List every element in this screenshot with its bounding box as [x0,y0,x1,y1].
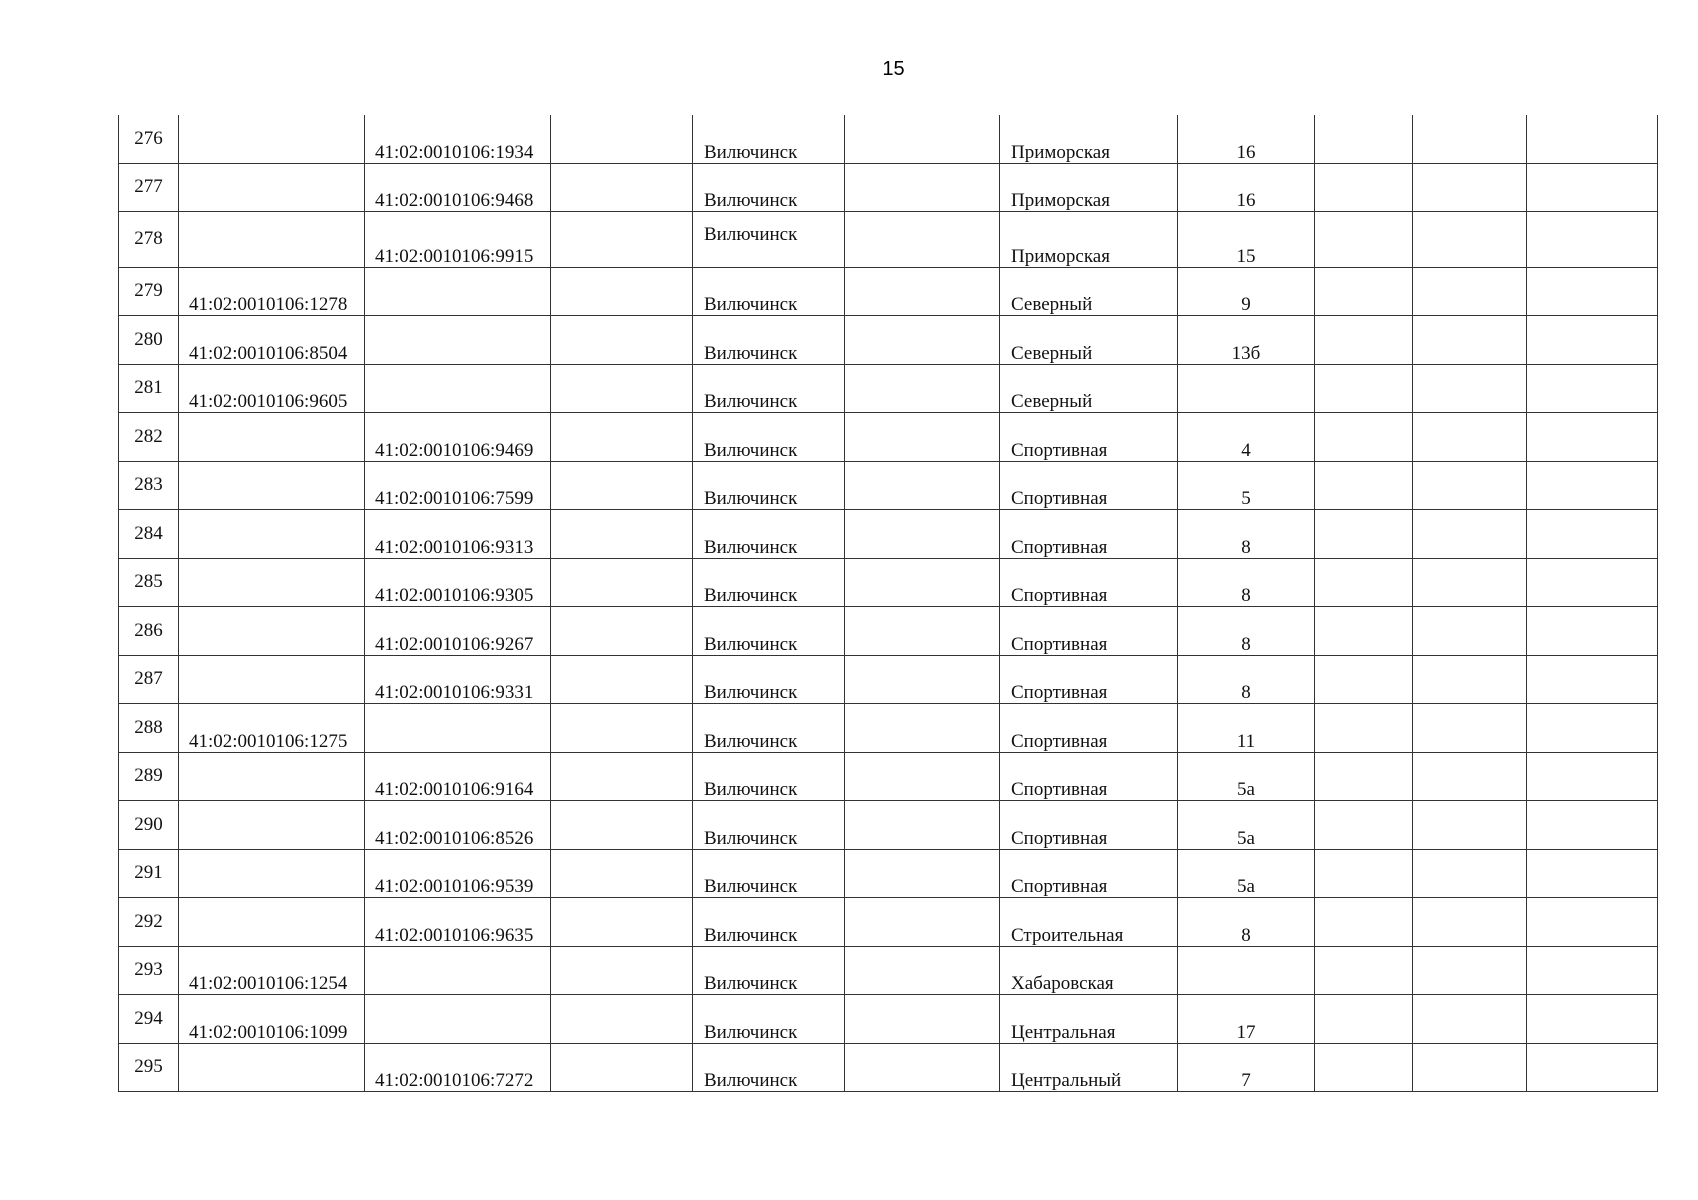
empty-cell [1527,364,1658,413]
empty-cell [1413,510,1527,559]
empty-cell [1527,995,1658,1044]
empty-cell [845,316,1000,365]
empty-cell [845,364,1000,413]
empty-cell [551,510,693,559]
row-number-cell: 294 [119,995,179,1044]
empty-cell [1413,115,1527,163]
empty-cell [1315,316,1413,365]
city-cell: Вилючинск [693,364,845,413]
empty-cell [551,849,693,898]
city-cell: Вилючинск [693,801,845,850]
empty-cell [551,752,693,801]
cadastral-number-building-cell: 41:02:0010106:9915 [365,212,551,268]
house-number-cell: 4 [1178,413,1315,462]
city-cell: Вилючинск [693,607,845,656]
empty-cell [1527,1043,1658,1092]
house-number-cell [1178,946,1315,995]
table-row [119,898,1658,947]
cadastral-number-land-cell [179,752,365,801]
empty-cell [845,801,1000,850]
row-number-cell: 289 [119,752,179,801]
table-row [119,607,1658,656]
cadastral-number-land-cell [179,655,365,704]
empty-cell [1527,461,1658,510]
empty-cell [845,849,1000,898]
empty-cell [551,163,693,212]
cadastral-number-building-cell [365,364,551,413]
row-number-cell: 284 [119,510,179,559]
empty-cell [1413,413,1527,462]
street-cell: Спортивная [1000,413,1178,462]
cadastral-number-building-cell: 41:02:0010106:9539 [365,849,551,898]
house-number-cell: 13б [1178,316,1315,365]
empty-cell [551,1043,693,1092]
cadastral-number-land-cell [179,558,365,607]
empty-cell [1527,607,1658,656]
empty-cell [845,510,1000,559]
address-register-table [118,115,1658,1092]
empty-cell [551,704,693,753]
row-number-cell: 291 [119,849,179,898]
cadastral-number-building-cell [365,995,551,1044]
empty-cell [1527,898,1658,947]
street-cell: Спортивная [1000,461,1178,510]
cadastral-number-building-cell: 41:02:0010106:9469 [365,413,551,462]
empty-cell [1527,946,1658,995]
row-number-cell: 295 [119,1043,179,1092]
cadastral-number-land-cell [179,607,365,656]
table-row [119,364,1658,413]
city-cell: Вилючинск [693,163,845,212]
empty-cell [1527,752,1658,801]
cadastral-number-building-cell: 41:02:0010106:9164 [365,752,551,801]
empty-cell [1315,510,1413,559]
empty-cell [551,364,693,413]
row-number-cell: 282 [119,413,179,462]
empty-cell [845,607,1000,656]
house-number-cell: 11 [1178,704,1315,753]
house-number-cell: 5а [1178,849,1315,898]
empty-cell [1527,849,1658,898]
empty-cell [1413,849,1527,898]
empty-cell [551,801,693,850]
house-number-cell: 5 [1178,461,1315,510]
empty-cell [1527,558,1658,607]
empty-cell [1527,316,1658,365]
empty-cell [1527,115,1658,163]
cadastral-number-building-cell: 41:02:0010106:7599 [365,461,551,510]
street-cell: Приморская [1000,163,1178,212]
empty-cell [551,267,693,316]
street-cell: Северный [1000,364,1178,413]
row-number-cell: 283 [119,461,179,510]
table-row [119,801,1658,850]
street-cell: Приморская [1000,212,1178,268]
cadastral-number-land-cell [179,115,365,163]
cadastral-number-land-cell: 41:02:0010106:9605 [179,364,365,413]
cadastral-number-building-cell: 41:02:0010106:9635 [365,898,551,947]
city-cell: Вилючинск [693,655,845,704]
cadastral-number-building-cell [365,316,551,365]
cadastral-number-land-cell: 41:02:0010106:1275 [179,704,365,753]
empty-cell [551,558,693,607]
row-number-cell: 287 [119,655,179,704]
house-number-cell: 15 [1178,212,1315,268]
empty-cell [1527,413,1658,462]
cadastral-number-land-cell [179,212,365,268]
city-cell: Вилючинск [693,212,845,268]
empty-cell [1413,655,1527,704]
city-cell: Вилючинск [693,849,845,898]
empty-cell [845,752,1000,801]
empty-cell [1315,413,1413,462]
street-cell: Строительная [1000,898,1178,947]
street-cell: Северный [1000,267,1178,316]
city-cell: Вилючинск [693,1043,845,1092]
row-number-cell: 285 [119,558,179,607]
table-row [119,849,1658,898]
empty-cell [1413,995,1527,1044]
street-cell: Хабаровская [1000,946,1178,995]
house-number-cell: 8 [1178,655,1315,704]
empty-cell [551,898,693,947]
city-cell: Вилючинск [693,510,845,559]
empty-cell [1315,115,1413,163]
empty-cell [1315,364,1413,413]
empty-cell [1315,752,1413,801]
empty-cell [1527,655,1658,704]
row-number-cell: 278 [119,212,179,268]
cadastral-number-land-cell: 41:02:0010106:1099 [179,995,365,1044]
empty-cell [1315,898,1413,947]
table-row [119,704,1658,753]
table-row [119,655,1658,704]
row-number-cell: 279 [119,267,179,316]
empty-cell [551,461,693,510]
empty-cell [1315,163,1413,212]
table-row [119,163,1658,212]
cadastral-number-building-cell [365,704,551,753]
empty-cell [845,655,1000,704]
empty-cell [551,413,693,462]
city-cell: Вилючинск [693,316,845,365]
city-cell: Вилючинск [693,946,845,995]
empty-cell [845,898,1000,947]
cadastral-number-land-cell [179,163,365,212]
empty-cell [1413,801,1527,850]
empty-cell [845,1043,1000,1092]
cadastral-number-building-cell: 41:02:0010106:9331 [365,655,551,704]
city-cell: Вилючинск [693,752,845,801]
empty-cell [1413,316,1527,365]
cadastral-number-building-cell [365,267,551,316]
table-row [119,510,1658,559]
empty-cell [1527,163,1658,212]
house-number-cell: 8 [1178,558,1315,607]
row-number-cell: 292 [119,898,179,947]
street-cell: Спортивная [1000,655,1178,704]
city-cell: Вилючинск [693,115,845,163]
house-number-cell: 7 [1178,1043,1315,1092]
city-cell: Вилючинск [693,558,845,607]
table-row [119,752,1658,801]
table-row [119,115,1658,163]
register-body [119,115,1658,1092]
empty-cell [1413,898,1527,947]
empty-cell [1413,607,1527,656]
row-number-cell: 293 [119,946,179,995]
house-number-cell: 8 [1178,510,1315,559]
empty-cell [551,946,693,995]
row-number-cell: 280 [119,316,179,365]
row-number-cell: 290 [119,801,179,850]
empty-cell [1413,461,1527,510]
cadastral-number-land-cell [179,510,365,559]
empty-cell [845,212,1000,268]
cadastral-number-land-cell: 41:02:0010106:8504 [179,316,365,365]
empty-cell [1315,267,1413,316]
house-number-cell: 8 [1178,607,1315,656]
house-number-cell: 16 [1178,115,1315,163]
cadastral-number-building-cell: 41:02:0010106:1934 [365,115,551,163]
empty-cell [551,115,693,163]
empty-cell [1315,607,1413,656]
house-number-cell: 16 [1178,163,1315,212]
street-cell: Спортивная [1000,510,1178,559]
house-number-cell: 9 [1178,267,1315,316]
cadastral-number-land-cell: 41:02:0010106:1278 [179,267,365,316]
table-row [119,212,1658,268]
empty-cell [845,995,1000,1044]
table-row [119,1043,1658,1092]
row-number-cell: 281 [119,364,179,413]
empty-cell [845,267,1000,316]
street-cell: Спортивная [1000,558,1178,607]
row-number-cell: 288 [119,704,179,753]
empty-cell [1315,995,1413,1044]
empty-cell [1315,461,1413,510]
city-cell: Вилючинск [693,267,845,316]
empty-cell [1315,655,1413,704]
house-number-cell: 17 [1178,995,1315,1044]
cadastral-number-building-cell: 41:02:0010106:9468 [365,163,551,212]
empty-cell [845,946,1000,995]
cadastral-number-building-cell: 41:02:0010106:7272 [365,1043,551,1092]
table-row [119,316,1658,365]
street-cell: Приморская [1000,115,1178,163]
empty-cell [1315,212,1413,268]
empty-cell [1315,849,1413,898]
cadastral-number-land-cell [179,413,365,462]
table-row [119,558,1658,607]
city-cell: Вилючинск [693,704,845,753]
street-cell: Северный [1000,316,1178,365]
empty-cell [845,558,1000,607]
empty-cell [1413,704,1527,753]
empty-cell [1315,558,1413,607]
city-cell: Вилючинск [693,413,845,462]
empty-cell [1315,801,1413,850]
empty-cell [551,995,693,1044]
empty-cell [1413,364,1527,413]
empty-cell [1413,163,1527,212]
empty-cell [1527,267,1658,316]
house-number-cell: 8 [1178,898,1315,947]
empty-cell [1527,801,1658,850]
empty-cell [1413,1043,1527,1092]
empty-cell [1315,946,1413,995]
empty-cell [845,115,1000,163]
empty-cell [1413,752,1527,801]
cadastral-number-building-cell: 41:02:0010106:8526 [365,801,551,850]
table-row [119,267,1658,316]
cadastral-number-building-cell [365,946,551,995]
cadastral-number-land-cell [179,1043,365,1092]
house-number-cell [1178,364,1315,413]
street-cell: Спортивная [1000,849,1178,898]
row-number-cell: 286 [119,607,179,656]
cadastral-number-land-cell [179,849,365,898]
empty-cell [1527,704,1658,753]
row-number-cell: 276 [119,115,179,163]
street-cell: Центральный [1000,1043,1178,1092]
house-number-cell: 5а [1178,752,1315,801]
cadastral-number-building-cell: 41:02:0010106:9305 [365,558,551,607]
table-row [119,461,1658,510]
house-number-cell: 5а [1178,801,1315,850]
cadastral-number-building-cell: 41:02:0010106:9267 [365,607,551,656]
cadastral-number-land-cell [179,898,365,947]
city-cell: Вилючинск [693,461,845,510]
cadastral-number-building-cell: 41:02:0010106:9313 [365,510,551,559]
empty-cell [1413,946,1527,995]
street-cell: Спортивная [1000,752,1178,801]
row-number-cell: 277 [119,163,179,212]
empty-cell [551,212,693,268]
cadastral-number-land-cell: 41:02:0010106:1254 [179,946,365,995]
empty-cell [1527,212,1658,268]
table-row [119,946,1658,995]
page-number: 15 [882,58,905,80]
table-row [119,413,1658,462]
street-cell: Спортивная [1000,801,1178,850]
city-cell: Вилючинск [693,898,845,947]
empty-cell [845,461,1000,510]
empty-cell [845,704,1000,753]
cadastral-number-land-cell [179,461,365,510]
empty-cell [845,413,1000,462]
cadastral-number-land-cell [179,801,365,850]
empty-cell [1315,1043,1413,1092]
city-cell: Вилючинск [693,995,845,1044]
empty-cell [1413,558,1527,607]
empty-cell [551,316,693,365]
empty-cell [1413,212,1527,268]
empty-cell [1413,267,1527,316]
street-cell: Спортивная [1000,704,1178,753]
empty-cell [1315,704,1413,753]
empty-cell [551,655,693,704]
street-cell: Центральная [1000,995,1178,1044]
empty-cell [1527,510,1658,559]
empty-cell [845,163,1000,212]
street-cell: Спортивная [1000,607,1178,656]
empty-cell [551,607,693,656]
table-row [119,995,1658,1044]
